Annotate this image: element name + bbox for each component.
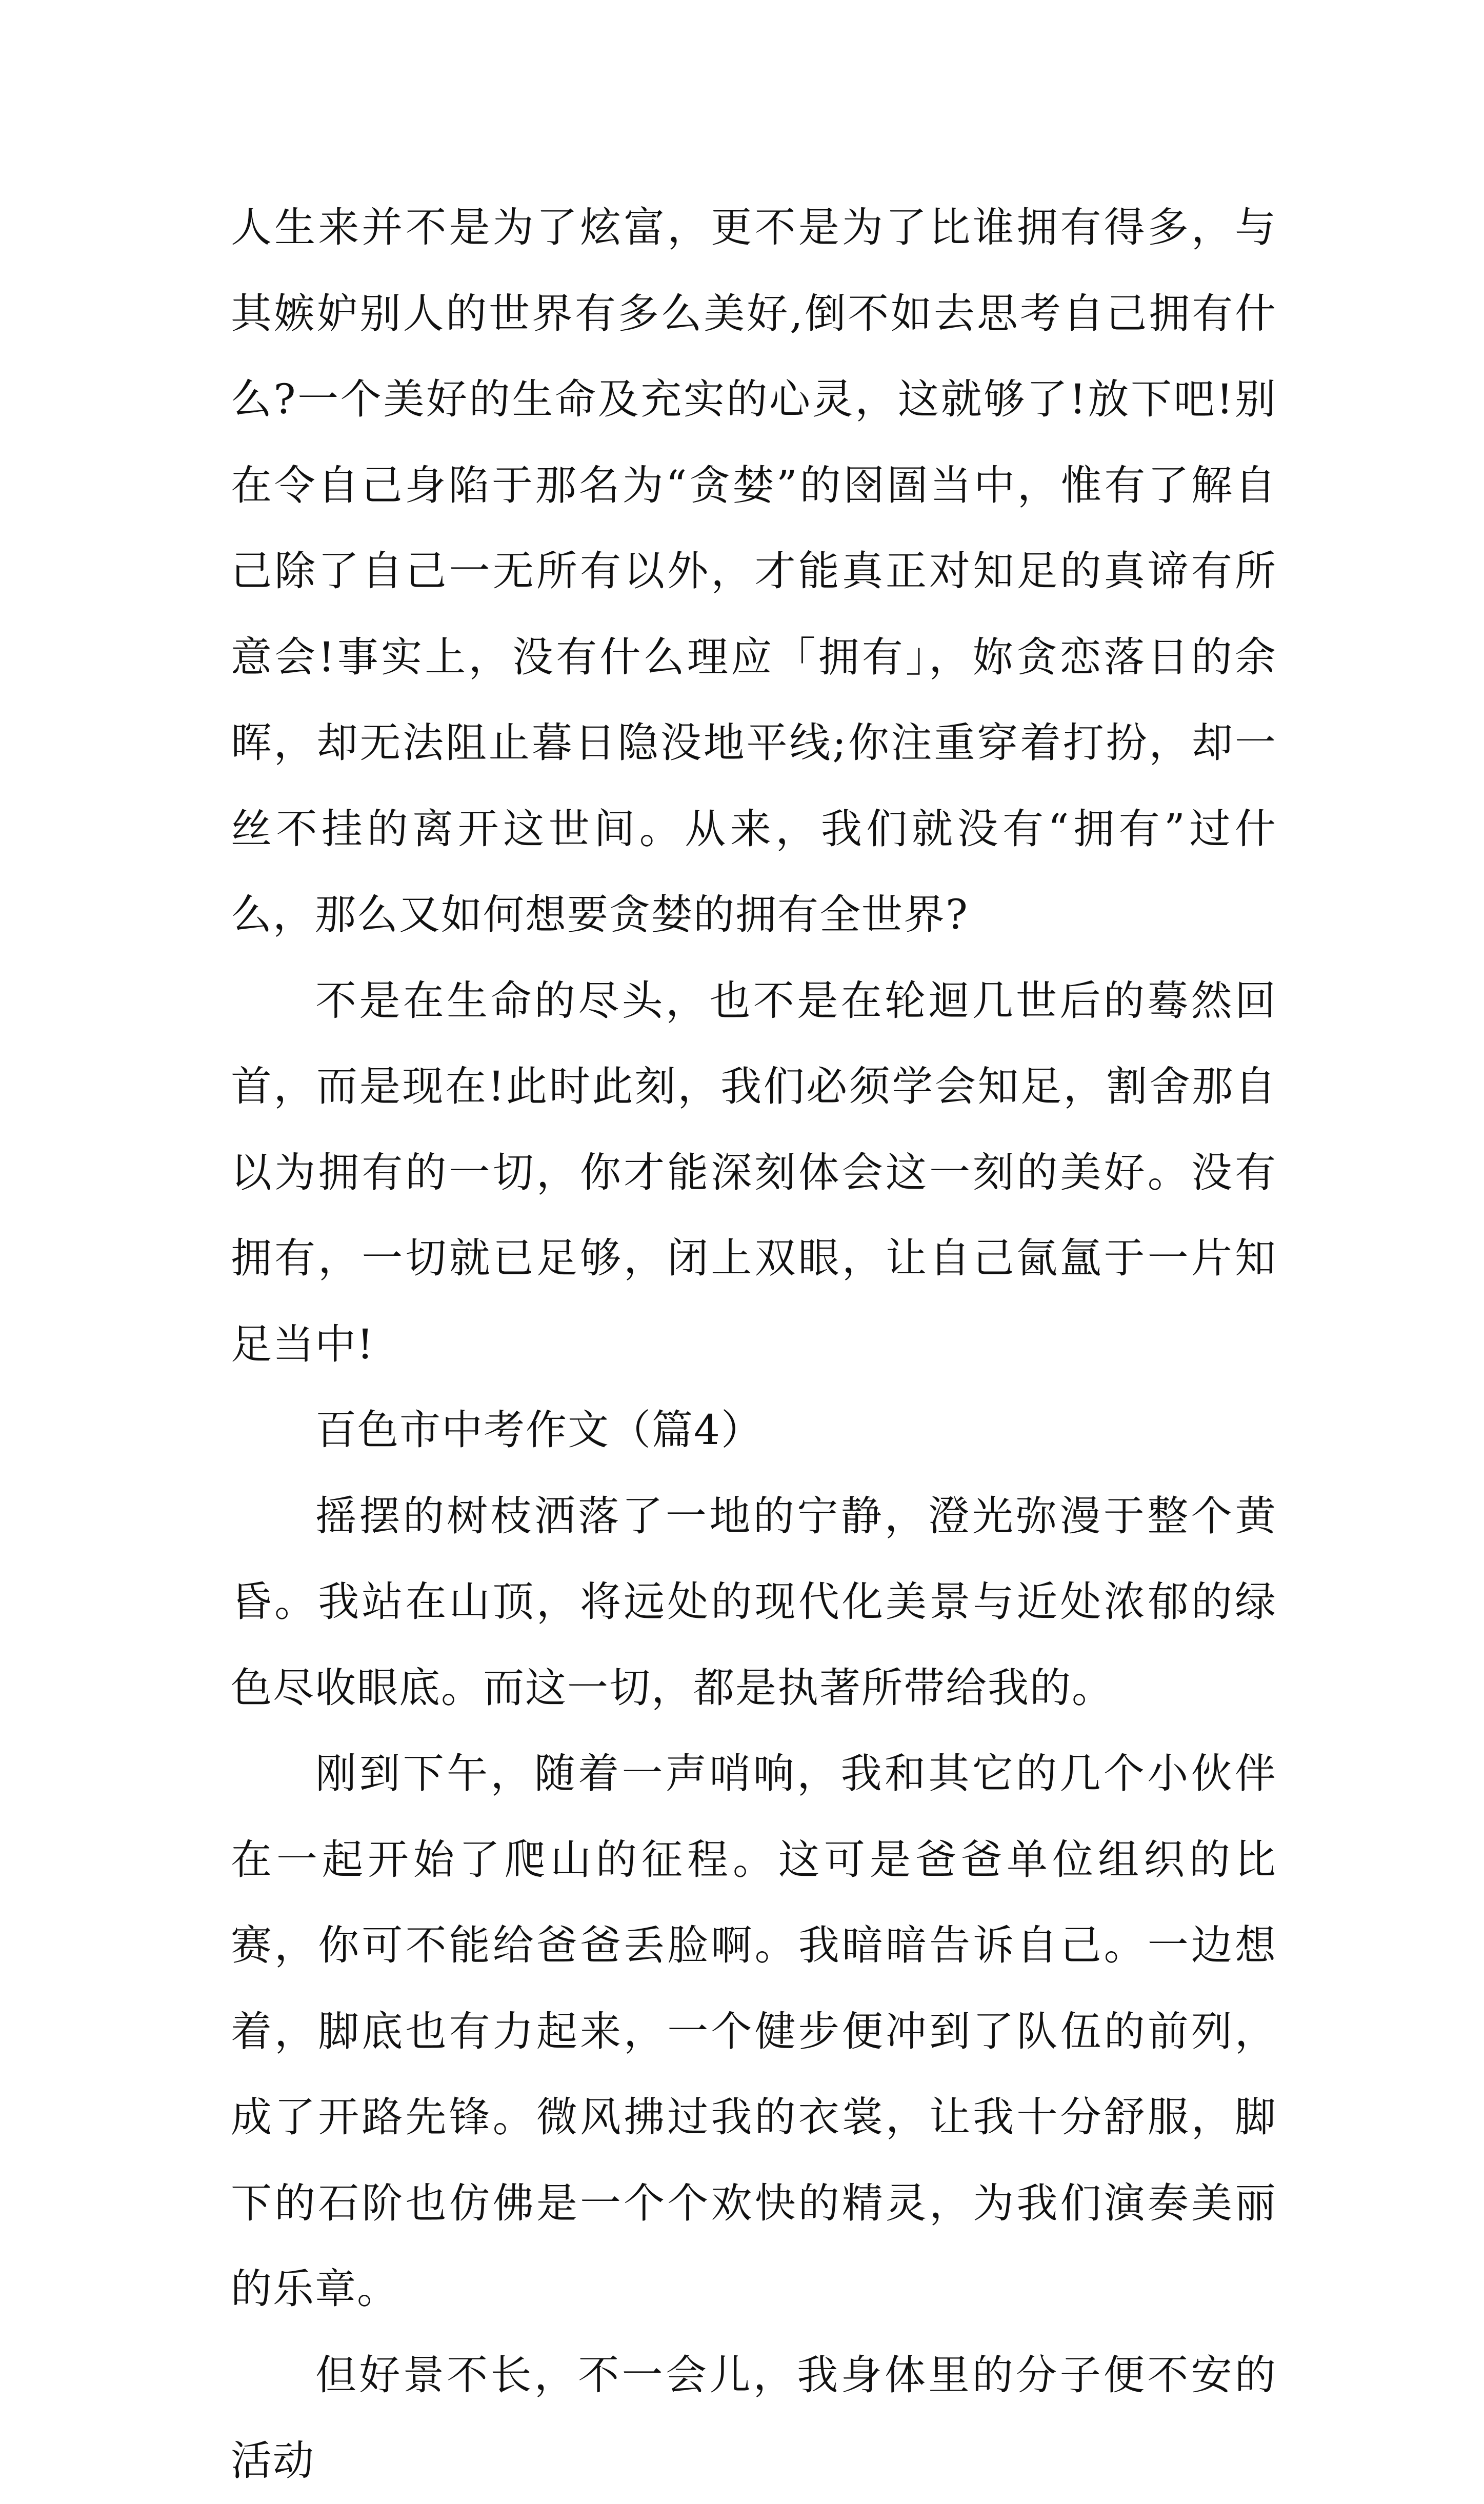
paragraph-2: 不是在生命的尽头，也不是在轮迴几世后的蓦然回首，而是现在!此时此刻，我们必须学会知足，割舍那自以为拥有的一切，你才能深刻体会这一刻的美好。没有拥有，一切就已足够，闭上双眼，让自己氤氲于一片知足当中! <box>231 976 1277 1368</box>
section-heading: 百色市中考作文（篇4） <box>315 1406 763 1454</box>
paragraph-1: 人生来并不是为了炫富，更不是为了比谁拥有得多，与其嫉妒别人的世界有多么美好,倒不如去思考自己拥有什么?一个美好的生命及充实的心灵，这就够了!放下吧!别在令自己身陷于那名为“贪婪”的囹圄当中，惟有了解自己除了自己一无所有以外，才能真正对知足的真谛有所意会!事实上，没有什么理应「拥有」，妳贪恋落日的余晖，却无法阻止暮日隐没地平线;你注重穿着打扮，却一丝不挂的离开这世间。从来，我们就没有“拥有”过什么，那么又如何想要贪婪的拥有全世界? <box>231 204 1277 938</box>
paragraph-3: 摇摆的树枝洒落了一地的宁静，澄光弥漫于整个黄昏。我站在山顶，将远处的现代化美景与近处浓郁的绿色尽收眼底。而这一切，都是执著所带给我的。 <box>231 1492 1277 1712</box>
document-body <box>231 185 1277 2504</box>
paragraph-4: 刚到下午，随着一声哨响，我和其它的几个小伙伴在一起开始了爬山的征程。这可是爸爸单位组织的比赛，你可不能给爸爸丢脸啊。我暗暗告诉自己。一边想着，脚底也有力起来，一个健步便冲到了队伍的前列，成了开路先锋。微风拂过我的衣裳，让我十分舒服，脚下的石阶也仿佛是一个个欢快的精灵，为我们演奏美丽的乐章。 <box>231 1750 1277 2313</box>
paragraph-5: 但好景不长，不一会儿，我身体里的分子便不安的活动 <box>231 2351 1277 2485</box>
